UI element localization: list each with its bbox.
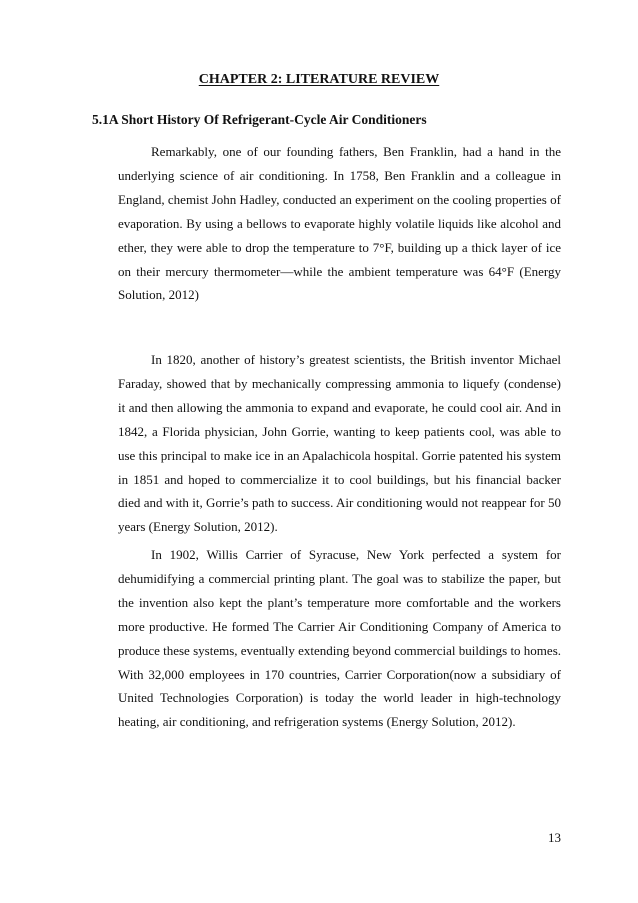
chapter-title: CHAPTER 2: LITERATURE REVIEW [198,72,440,87]
section-heading: 5.1A Short History Of Refrigerant-Cycle Air Conditioners [92,112,427,127]
paragraph-franklin: Remarkably, one of our founding fathers, Ben Franklin, had a hand in the underlying science of air conditioning. In 1758, Ben Franklin and a colleague in England, chemist John Hadley, conducted an experiment on the cooling properties of evaporation. By using a bellows to evaporate highly volatile liquids like alcohol and ether, they were able to drop the temperature to 7°F, building up a thick layer of ice on their mercury thermometer—while the ambient temperature was 64°F (Energy Solution, 2012) [118,144,561,303]
page-number: 13 [548,830,561,845]
paragraph-faraday-gorrie: In 1820, another of history’s greatest scientists, the British inventor Michael Faraday, showed that by mechanically compressing ammonia to liquefy (condense) it and then allowing the ammonia to expand and evaporate, he could cool air. And in 1842, a Florida physician, John Gorrie, wanting to keep patients cool, was able to use this principal to make ice in an Apalachicola hospital. Gorrie patented his system in 1851 and hoped to commercialize it to cool buildings, but his financial backer died and with it, Gorrie’s path to success. Air conditioning would not reappear for 50 years (Energy Solution, 2012). [118,352,561,535]
paragraph-carrier: In 1902, Willis Carrier of Syracuse, New York perfected a system for dehumidifying a commercial printing plant. The goal was to stabilize the paper, but the invention also kept the plant’s temperature more comfortable and the workers more productive. He formed The Carrier Air Conditioning Company of America to produce these systems, eventually extending beyond commercial buildings to homes. With 32,000 employees in 170 countries, Carrier Corporation(now a subsidiary of United Technologies Corporation) is today the world leader in high-technology heating, air conditioning, and refrigeration systems (Energy Solution, 2012). [118,547,561,730]
